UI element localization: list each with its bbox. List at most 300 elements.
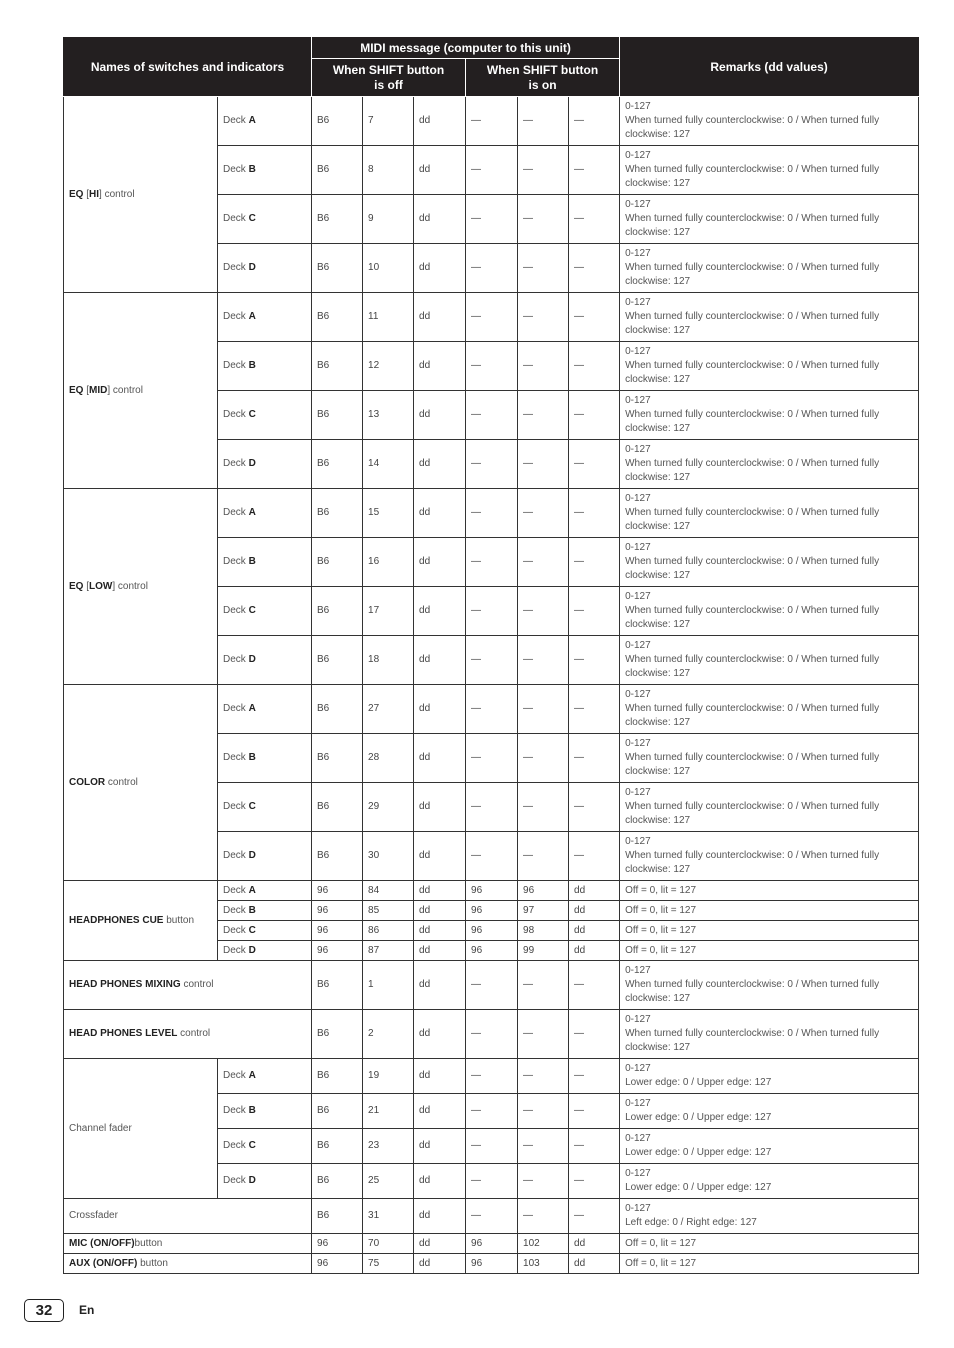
deck-letter: B xyxy=(248,164,256,175)
shift-off-value: 23 xyxy=(363,1129,414,1164)
remark-cell: 0-127 When turned fully counterclockwise: 0 / When turned fully clockwise: 127 xyxy=(620,146,919,195)
remark-cell: 0-127 When turned fully counterclockwise: 0 / When turned fully clockwise: 127 xyxy=(620,293,919,342)
shift-on-value: — xyxy=(569,1199,620,1234)
deck-cell xyxy=(218,685,312,734)
shift-on-value: — xyxy=(466,195,518,244)
control-name-bold: EQ xyxy=(69,188,84,200)
shift-on-value: — xyxy=(466,1199,518,1234)
shift-on-value: — xyxy=(518,146,569,195)
shift-off-value: dd xyxy=(414,881,466,901)
shift-off-value: dd xyxy=(414,961,466,1010)
remark-cell: Off = 0, lit = 127 xyxy=(620,1254,919,1274)
shift-off-value: 14 xyxy=(363,440,414,489)
shift-on-value: 96 xyxy=(466,901,518,921)
remark-cell: 0-127 When turned fully counterclockwise: 0 / When turned fully clockwise: 127 xyxy=(620,636,919,685)
control-name xyxy=(64,881,218,961)
shift-on-value: — xyxy=(569,832,620,881)
deck-cell xyxy=(218,97,312,146)
shift-on-value: — xyxy=(518,97,569,146)
shift-on-value: 98 xyxy=(518,921,569,941)
shift-on-value: — xyxy=(569,293,620,342)
control-name xyxy=(64,685,218,881)
shift-off-value: dd xyxy=(414,1199,466,1234)
shift-on-value: — xyxy=(518,244,569,293)
shift-off-value: 96 xyxy=(312,881,363,901)
remark-cell: 0-127 When turned fully counterclockwise: 0 / When turned fully clockwise: 127 xyxy=(620,538,919,587)
deck-cell xyxy=(218,832,312,881)
shift-on-value: — xyxy=(518,1164,569,1199)
shift-on-value: — xyxy=(569,734,620,783)
shift-off-value: 18 xyxy=(363,636,414,685)
control-name-bold: EQ xyxy=(69,580,84,592)
control-name xyxy=(64,1010,312,1059)
control-name-suffix: control xyxy=(177,1028,211,1039)
shift-on-value: dd xyxy=(569,1254,620,1274)
shift-on-value: — xyxy=(518,685,569,734)
remark-cell: 0-127 Lower edge: 0 / Upper edge: 127 xyxy=(620,1129,919,1164)
shift-off-value: dd xyxy=(414,921,466,941)
deck-letter: C xyxy=(248,213,256,224)
control-name-bracket: HI xyxy=(89,188,100,200)
control-name: EQ [MID] control xyxy=(64,293,218,489)
shift-on-value: 96 xyxy=(518,881,569,901)
shift-off-value: dd xyxy=(414,636,466,685)
remark-cell: 0-127 When turned fully counterclockwise: 0 / When turned fully clockwise: 127 xyxy=(620,440,919,489)
shift-on-value: — xyxy=(466,1129,518,1164)
shift-on-value: — xyxy=(569,391,620,440)
deck-letter: B xyxy=(248,752,256,763)
remark-cell: 0-127 When turned fully counterclockwise: 0 / When turned fully clockwise: 127 xyxy=(620,734,919,783)
shift-off-value: 10 xyxy=(363,244,414,293)
shift-off-value: 16 xyxy=(363,538,414,587)
shift-off-value: dd xyxy=(414,1234,466,1254)
shift-on-value: — xyxy=(569,1129,620,1164)
shift-on-value: — xyxy=(518,293,569,342)
deck-cell xyxy=(218,587,312,636)
shift-off-value: B6 xyxy=(312,1094,363,1129)
remark-cell: 0-127 When turned fully counterclockwise: 0 / When turned fully clockwise: 127 xyxy=(620,783,919,832)
control-name-bold: MIC (ON/OFF) xyxy=(69,1237,135,1249)
shift-on-value: — xyxy=(466,832,518,881)
shift-off-value: 85 xyxy=(363,901,414,921)
shift-off-value: 70 xyxy=(363,1234,414,1254)
deck-cell xyxy=(218,1129,312,1164)
shift-off-value: B6 xyxy=(312,293,363,342)
table-row xyxy=(64,1234,919,1254)
shift-on-value: — xyxy=(518,1059,569,1094)
shift-on-value: — xyxy=(518,783,569,832)
shift-on-value: — xyxy=(466,342,518,391)
shift-on-value: — xyxy=(518,440,569,489)
control-name-suffix: control xyxy=(180,979,214,990)
deck-letter: C xyxy=(248,605,256,616)
shift-off-value: B6 xyxy=(312,783,363,832)
shift-off-value: dd xyxy=(414,901,466,921)
shift-off-value: 19 xyxy=(363,1059,414,1094)
remark-cell: 0-127 When turned fully counterclockwise: 0 / When turned fully clockwise: 127 xyxy=(620,195,919,244)
shift-on-value: — xyxy=(569,489,620,538)
control-name xyxy=(64,1059,218,1199)
deck-prefix: Deck xyxy=(223,801,249,812)
table-row xyxy=(64,1010,919,1059)
shift-on-value: — xyxy=(569,636,620,685)
shift-on-value: — xyxy=(569,961,620,1010)
deck-cell xyxy=(218,146,312,195)
remark-cell: 0-127 When turned fully counterclockwise: 0 / When turned fully clockwise: 127 xyxy=(620,832,919,881)
shift-on-value: — xyxy=(518,636,569,685)
shift-on-value: — xyxy=(466,636,518,685)
shift-off-value: B6 xyxy=(312,244,363,293)
shift-on-value: — xyxy=(518,342,569,391)
shift-off-value: dd xyxy=(414,685,466,734)
shift-on-value: — xyxy=(466,97,518,146)
shift-on-value: — xyxy=(518,391,569,440)
shift-off-value: 96 xyxy=(312,1254,363,1274)
control-name-suffix: control xyxy=(115,580,148,592)
table-header xyxy=(64,38,919,97)
deck-prefix: Deck xyxy=(223,1105,249,1116)
shift-off-value: dd xyxy=(414,1164,466,1199)
deck-cell xyxy=(218,783,312,832)
shift-off-value: B6 xyxy=(312,195,363,244)
deck-letter: C xyxy=(248,801,256,812)
shift-off-value: dd xyxy=(414,342,466,391)
shift-off-value: dd xyxy=(414,1059,466,1094)
shift-off-value: 8 xyxy=(363,146,414,195)
shift-on-value: — xyxy=(569,1094,620,1129)
shift-off-value: dd xyxy=(414,440,466,489)
shift-on-value: 102 xyxy=(518,1234,569,1254)
remark-cell: 0-127 When turned fully counterclockwise: 0 / When turned fully clockwise: 127 xyxy=(620,489,919,538)
deck-prefix: Deck xyxy=(223,944,249,956)
shift-off-value: 1 xyxy=(363,961,414,1010)
deck-letter: A xyxy=(248,1070,256,1081)
table-row xyxy=(64,1059,919,1094)
deck-letter: A xyxy=(248,115,256,126)
deck-prefix: Deck xyxy=(223,507,249,518)
deck-cell xyxy=(218,391,312,440)
shift-on-value: — xyxy=(518,538,569,587)
deck-cell xyxy=(218,440,312,489)
deck-prefix: Deck xyxy=(223,115,249,126)
shift-off-value: dd xyxy=(414,195,466,244)
language-label: En xyxy=(79,1303,95,1317)
control-name-suffix: Crossfader xyxy=(69,1210,118,1221)
shift-off-value: dd xyxy=(414,146,466,195)
shift-off-value: dd xyxy=(414,244,466,293)
control-name: EQ [HI] control xyxy=(64,97,218,293)
shift-on-value: — xyxy=(518,1094,569,1129)
shift-on-value: — xyxy=(518,1010,569,1059)
deck-cell xyxy=(218,1059,312,1094)
shift-on-value: — xyxy=(466,440,518,489)
shift-on-value: — xyxy=(466,1164,518,1199)
deck-cell xyxy=(218,538,312,587)
shift-on-value: — xyxy=(569,587,620,636)
deck-cell xyxy=(218,636,312,685)
shift-off-value: B6 xyxy=(312,1010,363,1059)
deck-letter: C xyxy=(248,924,256,936)
table-row xyxy=(64,293,919,342)
remark-cell: 0-127 When turned fully counterclockwise: 0 / When turned fully clockwise: 127 xyxy=(620,961,919,1010)
remark-cell: 0-127 When turned fully counterclockwise: 0 / When turned fully clockwise: 127 xyxy=(620,244,919,293)
shift-on-value: — xyxy=(466,961,518,1010)
deck-letter: A xyxy=(248,884,256,896)
header-shift-on: When SHIFT button is on xyxy=(466,59,620,97)
deck-letter: C xyxy=(248,1140,256,1151)
table-body xyxy=(64,97,919,1274)
shift-off-value: B6 xyxy=(312,1164,363,1199)
shift-on-value: 96 xyxy=(466,921,518,941)
remark-cell: Off = 0, lit = 127 xyxy=(620,941,919,961)
deck-prefix: Deck xyxy=(223,311,249,322)
remark-cell: 0-127 When turned fully counterclockwise: 0 / When turned fully clockwise: 127 xyxy=(620,342,919,391)
deck-prefix: Deck xyxy=(223,409,249,420)
remark-cell: Off = 0, lit = 127 xyxy=(620,881,919,901)
shift-off-value: dd xyxy=(414,1254,466,1274)
shift-on-value: — xyxy=(466,146,518,195)
deck-cell xyxy=(218,1164,312,1199)
shift-off-value: dd xyxy=(414,734,466,783)
table-row xyxy=(64,685,919,734)
shift-off-value: 11 xyxy=(363,293,414,342)
remark-cell: Off = 0, lit = 127 xyxy=(620,1234,919,1254)
deck-prefix: Deck xyxy=(223,605,249,616)
deck-prefix: Deck xyxy=(223,904,249,916)
deck-cell xyxy=(218,342,312,391)
shift-off-value: B6 xyxy=(312,440,363,489)
control-name-bold: HEAD PHONES MIXING xyxy=(69,979,181,990)
deck-letter: A xyxy=(248,311,256,322)
page-number: 32 xyxy=(24,1299,64,1322)
remark-cell: 0-127 When turned fully counterclockwise: 0 / When turned fully clockwise: 127 xyxy=(620,97,919,146)
remark-cell: 0-127 When turned fully counterclockwise: 0 / When turned fully clockwise: 127 xyxy=(620,587,919,636)
shift-off-value: B6 xyxy=(312,832,363,881)
shift-off-value: B6 xyxy=(312,391,363,440)
shift-on-value: — xyxy=(569,440,620,489)
control-name-suffix: Channel fader xyxy=(69,1122,132,1134)
shift-off-value: 28 xyxy=(363,734,414,783)
shift-on-value: — xyxy=(569,244,620,293)
shift-off-value: B6 xyxy=(312,961,363,1010)
header-remarks: Remarks (dd values) xyxy=(620,38,919,97)
deck-letter: A xyxy=(248,703,256,714)
shift-on-value: — xyxy=(569,97,620,146)
deck-cell xyxy=(218,293,312,342)
shift-off-value: dd xyxy=(414,1010,466,1059)
shift-on-value: 96 xyxy=(466,1234,518,1254)
control-name: EQ [LOW] control xyxy=(64,489,218,685)
control-name-suffix: control xyxy=(101,188,135,200)
shift-on-value: — xyxy=(569,1164,620,1199)
shift-off-value: B6 xyxy=(312,685,363,734)
shift-on-value: — xyxy=(466,1059,518,1094)
shift-off-value: 2 xyxy=(363,1010,414,1059)
deck-letter: D xyxy=(248,1175,256,1186)
deck-letter: D xyxy=(248,944,256,956)
deck-cell xyxy=(218,734,312,783)
deck-cell xyxy=(218,901,312,921)
deck-cell xyxy=(218,244,312,293)
shift-off-value: dd xyxy=(414,293,466,342)
remark-cell: 0-127 Left edge: 0 / Right edge: 127 xyxy=(620,1199,919,1234)
shift-off-value: B6 xyxy=(312,342,363,391)
deck-prefix: Deck xyxy=(223,884,249,896)
shift-on-value: — xyxy=(569,195,620,244)
shift-off-value: B6 xyxy=(312,1199,363,1234)
control-name-suffix: button xyxy=(137,1257,168,1269)
deck-cell xyxy=(218,489,312,538)
shift-off-value: dd xyxy=(414,832,466,881)
shift-off-value: dd xyxy=(414,587,466,636)
shift-off-value: 75 xyxy=(363,1254,414,1274)
shift-off-value: 21 xyxy=(363,1094,414,1129)
shift-on-value: dd xyxy=(569,921,620,941)
deck-prefix: Deck xyxy=(223,164,249,175)
control-name-suffix: control xyxy=(110,384,143,396)
shift-on-value: — xyxy=(466,685,518,734)
shift-off-value: dd xyxy=(414,97,466,146)
shift-off-value: B6 xyxy=(312,636,363,685)
control-name-bold: AUX (ON/OFF) xyxy=(69,1257,138,1269)
shift-off-value: 13 xyxy=(363,391,414,440)
remark-cell: 0-127 Lower edge: 0 / Upper edge: 127 xyxy=(620,1094,919,1129)
control-name-bracket: MID xyxy=(89,384,108,396)
deck-letter: B xyxy=(248,556,256,567)
midi-message-table xyxy=(63,37,919,1274)
shift-on-value: dd xyxy=(569,941,620,961)
shift-off-value: B6 xyxy=(312,97,363,146)
deck-prefix: Deck xyxy=(223,556,249,567)
shift-on-value: — xyxy=(518,1199,569,1234)
control-name xyxy=(64,1234,312,1254)
table-row xyxy=(64,1199,919,1234)
header-names: Names of switches and indicators xyxy=(64,38,312,97)
table-row xyxy=(64,1254,919,1274)
remark-cell: Off = 0, lit = 127 xyxy=(620,921,919,941)
deck-prefix: Deck xyxy=(223,458,249,469)
shift-on-value: — xyxy=(569,1010,620,1059)
shift-on-value: dd xyxy=(569,881,620,901)
deck-letter: D xyxy=(248,262,256,273)
shift-off-value: B6 xyxy=(312,1129,363,1164)
control-name-bold: HEAD PHONES LEVEL xyxy=(69,1028,178,1039)
control-name-suffix: control xyxy=(105,776,138,788)
shift-off-value: dd xyxy=(414,941,466,961)
remark-cell: Off = 0, lit = 127 xyxy=(620,901,919,921)
control-name xyxy=(64,1199,312,1234)
remark-cell: 0-127 When turned fully counterclockwise: 0 / When turned fully clockwise: 127 xyxy=(620,685,919,734)
shift-off-value: 96 xyxy=(312,921,363,941)
shift-off-value: 9 xyxy=(363,195,414,244)
shift-on-value: 96 xyxy=(466,881,518,901)
shift-on-value: — xyxy=(569,342,620,391)
shift-on-value: — xyxy=(466,734,518,783)
table-row xyxy=(64,881,919,901)
shift-off-value: 87 xyxy=(363,941,414,961)
shift-on-value: — xyxy=(466,244,518,293)
header-midi-message: MIDI message (computer to this unit) xyxy=(312,38,620,59)
remark-cell: 0-127 Lower edge: 0 / Upper edge: 127 xyxy=(620,1164,919,1199)
deck-prefix: Deck xyxy=(223,213,249,224)
deck-prefix: Deck xyxy=(223,1140,249,1151)
shift-off-value: 7 xyxy=(363,97,414,146)
shift-off-value: 25 xyxy=(363,1164,414,1199)
shift-on-value: — xyxy=(518,1129,569,1164)
shift-on-value: — xyxy=(466,1094,518,1129)
control-name-bold: COLOR xyxy=(69,776,106,788)
deck-prefix: Deck xyxy=(223,752,249,763)
deck-cell xyxy=(218,941,312,961)
deck-prefix: Deck xyxy=(223,262,249,273)
shift-off-value: 96 xyxy=(312,901,363,921)
shift-off-value: B6 xyxy=(312,587,363,636)
shift-off-value: 29 xyxy=(363,783,414,832)
shift-off-value: 31 xyxy=(363,1199,414,1234)
shift-on-value: — xyxy=(518,489,569,538)
shift-on-value: — xyxy=(466,1010,518,1059)
deck-cell xyxy=(218,881,312,901)
shift-on-value: — xyxy=(466,489,518,538)
control-name-bracket: LOW xyxy=(89,580,113,592)
deck-letter: A xyxy=(248,507,256,518)
shift-on-value: — xyxy=(518,961,569,1010)
table-row xyxy=(64,97,919,146)
shift-on-value: — xyxy=(466,293,518,342)
shift-on-value: 103 xyxy=(518,1254,569,1274)
shift-on-value: 96 xyxy=(466,1254,518,1274)
shift-off-value: 96 xyxy=(312,941,363,961)
shift-on-value: dd xyxy=(569,1234,620,1254)
shift-off-value: 17 xyxy=(363,587,414,636)
header-shift-off: When SHIFT button is off xyxy=(312,59,466,97)
deck-prefix: Deck xyxy=(223,1175,249,1186)
deck-prefix: Deck xyxy=(223,924,249,936)
shift-off-value: 96 xyxy=(312,1234,363,1254)
shift-on-value: — xyxy=(569,538,620,587)
deck-letter: D xyxy=(248,458,256,469)
shift-on-value: 96 xyxy=(466,941,518,961)
control-name xyxy=(64,961,312,1010)
shift-off-value: dd xyxy=(414,1129,466,1164)
shift-on-value: — xyxy=(569,685,620,734)
shift-off-value: dd xyxy=(414,489,466,538)
shift-on-value: — xyxy=(466,538,518,587)
control-name xyxy=(64,1254,312,1274)
shift-on-value: — xyxy=(466,783,518,832)
shift-off-value: dd xyxy=(414,538,466,587)
shift-on-value: 97 xyxy=(518,901,569,921)
deck-letter: D xyxy=(248,654,256,665)
shift-off-value: 84 xyxy=(363,881,414,901)
remark-cell: 0-127 Lower edge: 0 / Upper edge: 127 xyxy=(620,1059,919,1094)
deck-cell xyxy=(218,921,312,941)
shift-off-value: B6 xyxy=(312,734,363,783)
shift-on-value: — xyxy=(518,195,569,244)
deck-prefix: Deck xyxy=(223,360,249,371)
deck-letter: D xyxy=(248,850,256,861)
shift-on-value: — xyxy=(569,1059,620,1094)
deck-cell xyxy=(218,195,312,244)
shift-on-value: — xyxy=(569,146,620,195)
control-name-suffix: button xyxy=(163,914,195,926)
deck-letter: B xyxy=(248,1105,256,1116)
shift-on-value: — xyxy=(466,391,518,440)
shift-on-value: — xyxy=(518,734,569,783)
shift-on-value: — xyxy=(569,783,620,832)
deck-letter: B xyxy=(248,904,256,916)
shift-on-value: — xyxy=(518,587,569,636)
